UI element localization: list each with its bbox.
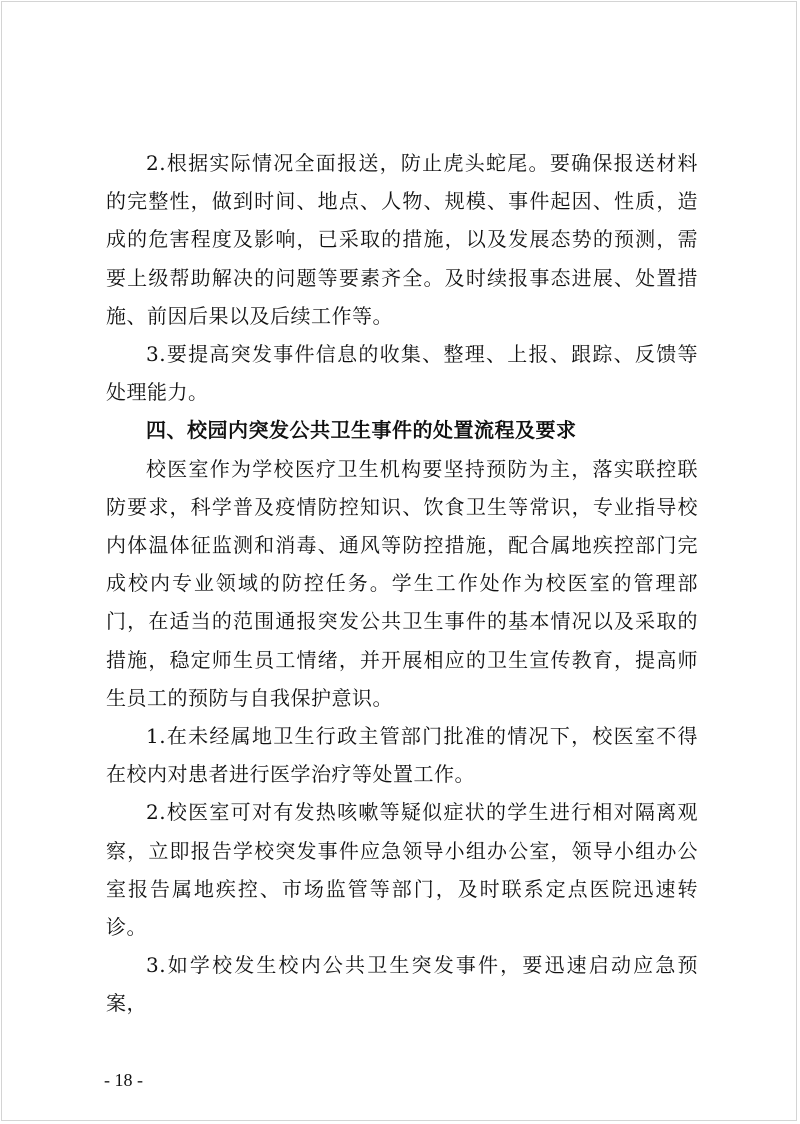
paragraph-reporting-completeness: 2.根据实际情况全面报送，防止虎头蛇尾。要确保报送材料的完整性，做到时间、地点、人物、规模、事件起因、性质，造成的危害程度及影响，已采取的措施，以及发展态势的预测，需要上级帮助解决的问题等要素齐全。及时续报事态进展、处置措施、前因后果以及后续工作等。 — [106, 151, 698, 328]
section-heading-disposal-process: 四、校园内突发公共卫生事件的处置流程及要求 — [146, 418, 577, 443]
paragraph-emergency-plan: 3.如学校发生校内公共卫生突发事件，要迅速启动应急预案， — [106, 953, 698, 1016]
paragraph-information-handling: 3.要提高突发事件信息的收集、整理、上报、跟踪、反馈等处理能力。 — [106, 342, 698, 405]
paragraph-clinic-role: 校医室作为学校医疗卫生机构要坚持预防为主，落实联控联防要求，科学普及疫情防控知识、饮食卫生等常识，专业指导校内体温体征监测和消毒、通风等防控措施，配合属地疾控部门完成校内专业领域的防控任务。学生工作处作为校医室的管理部门，在适当的范围通报突发公共卫生事件的基本情况以及采取的措施，稳定师生员工情绪，并开展相应的卫生宣传教育，提高师生员工的预防与自我保护意识。 — [106, 456, 698, 710]
document-body — [106, 144, 698, 1023]
paragraph-clinic-restriction: 1.在未经属地卫生行政主管部门批准的情况下，校医室不得在校内对患者进行医学治疗等处置工作。 — [106, 724, 698, 787]
paragraph-isolation-observation: 2.校医室可对有发热咳嗽等疑似症状的学生进行相对隔离观察，立即报告学校突发事件应急领导小组办公室，领导小组办公室报告属地疾控、市场监管等部门，及时联系定点医院迅速转诊。 — [106, 800, 698, 940]
page-number: - 18 - — [104, 1070, 143, 1090]
